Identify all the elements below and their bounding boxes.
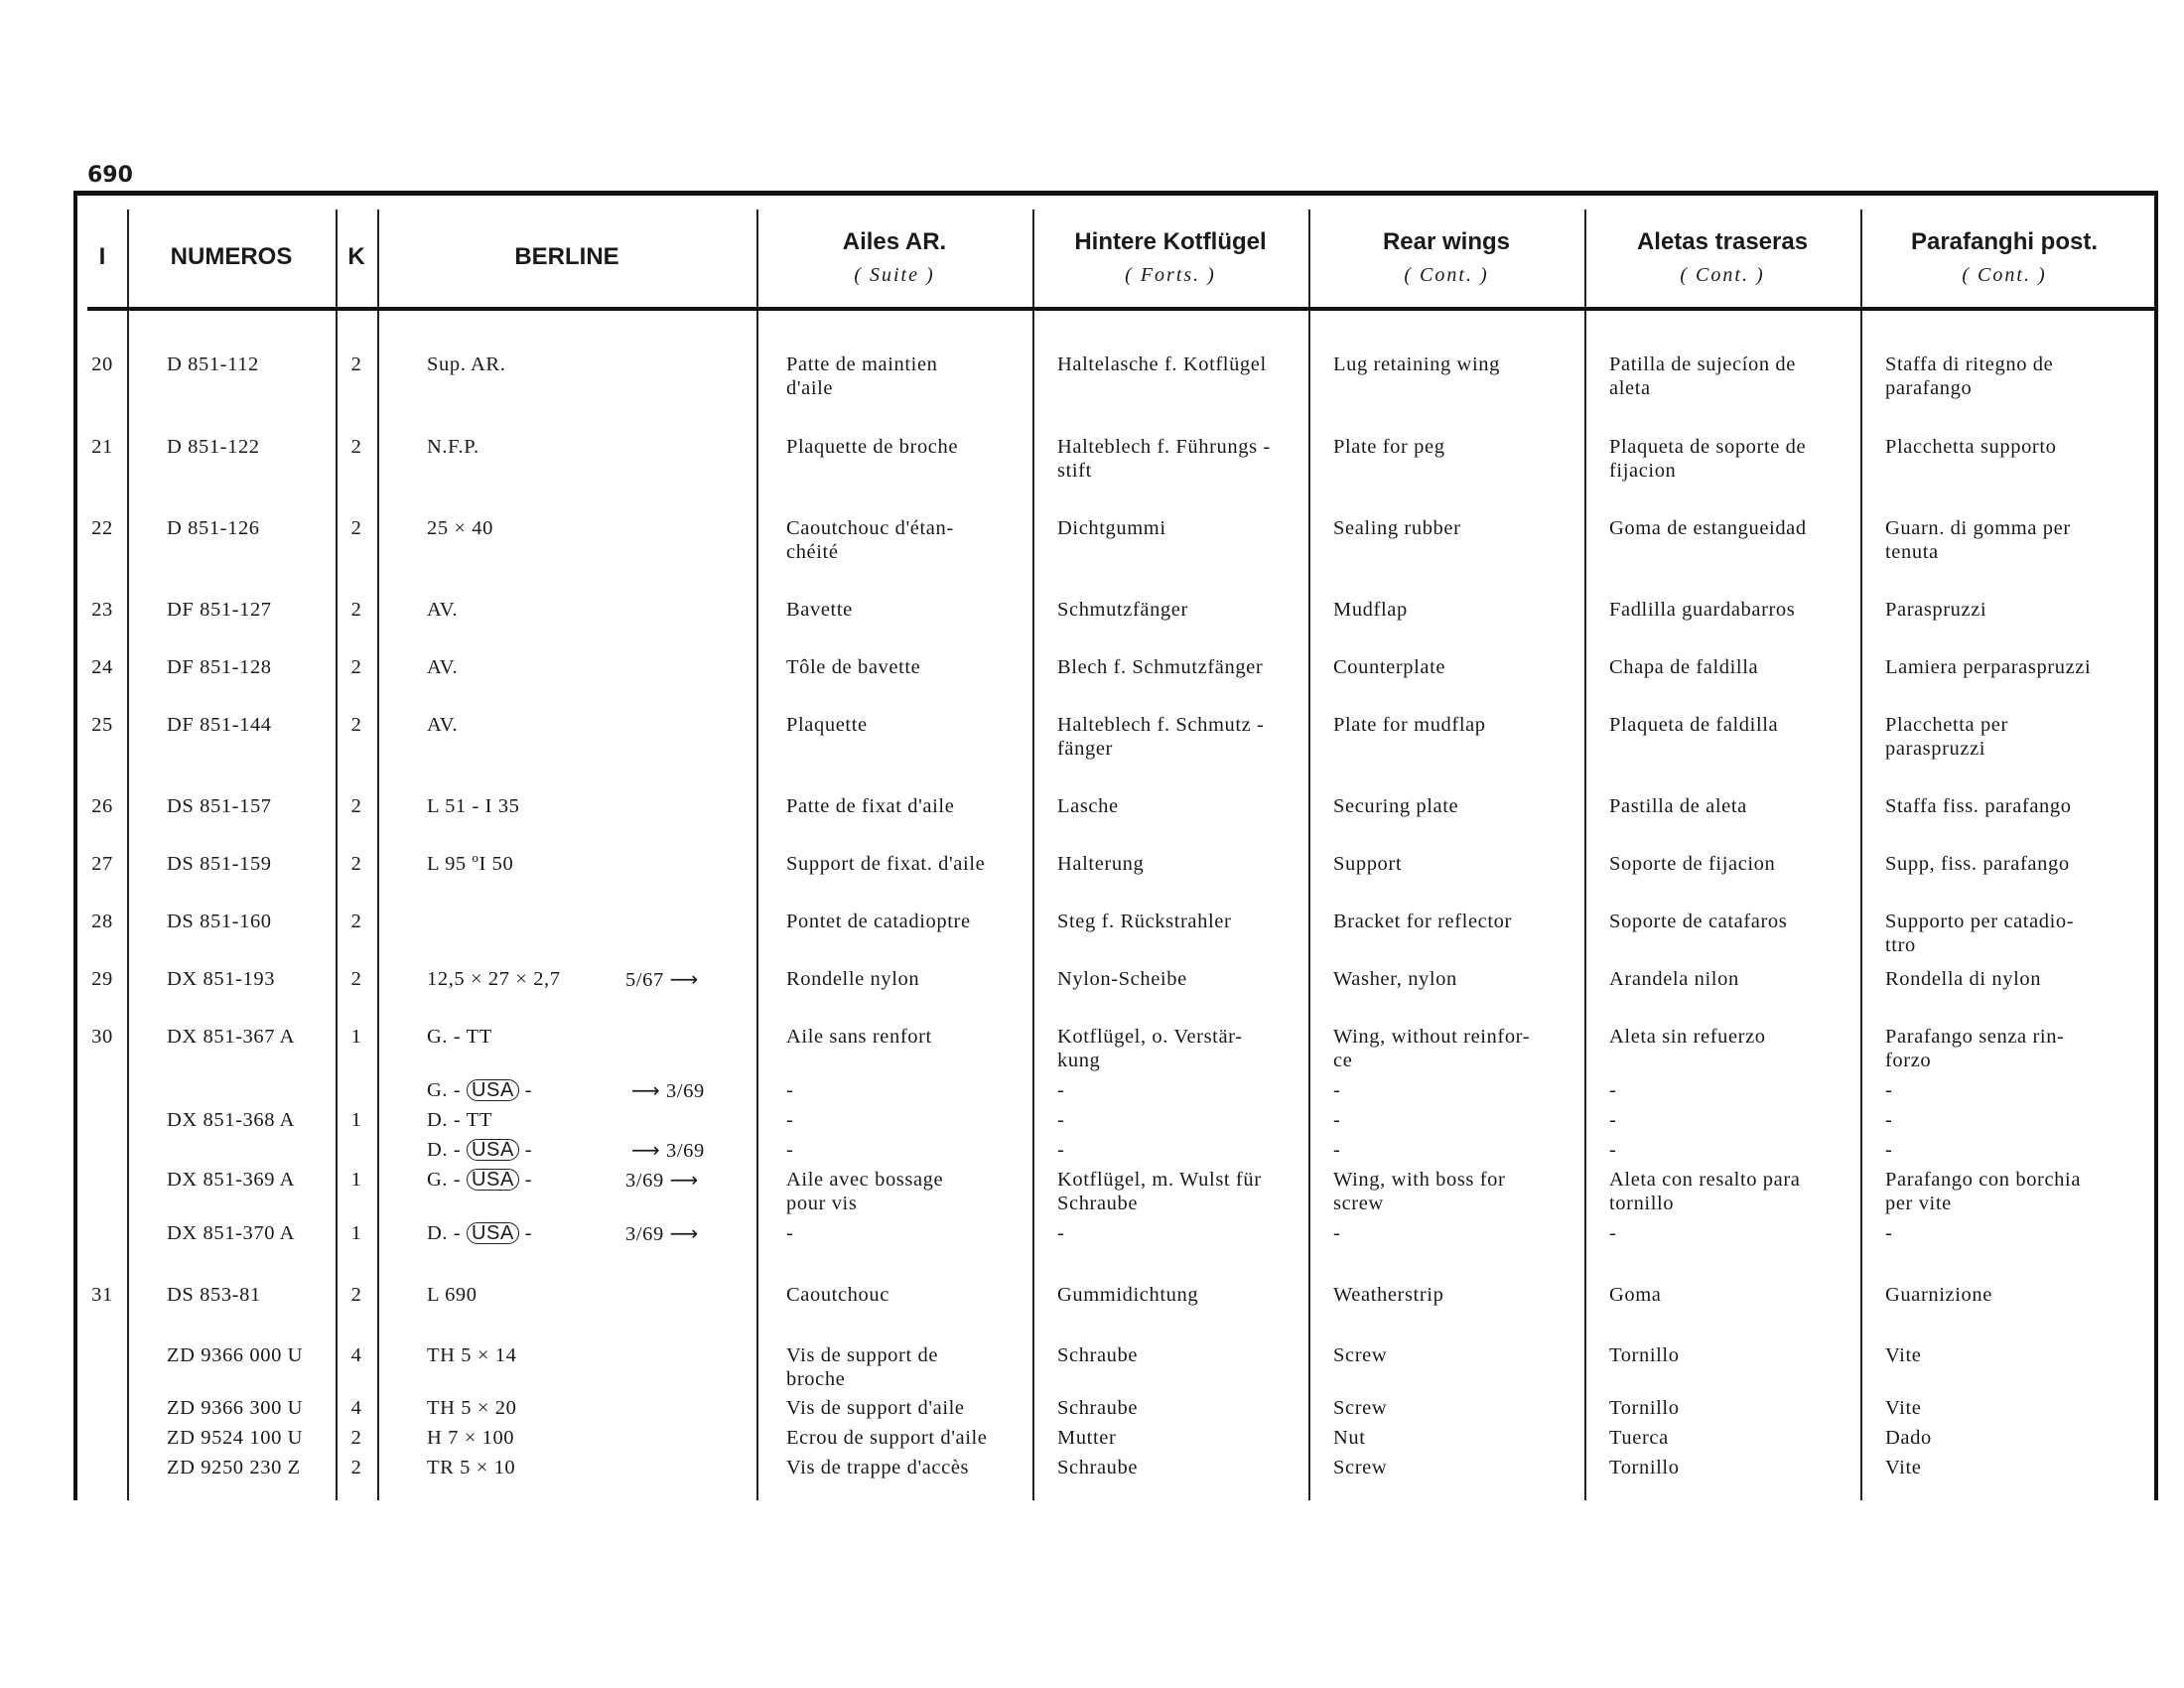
table-body [77,196,2154,1500]
part-number: ZD 9524 100 U [167,1427,304,1449]
desc-german: Lasche [1057,795,1119,817]
desc-french: Caoutchouc [786,1284,889,1306]
berline-spec: G. - TT [427,1026,492,1048]
desc-spanish: Tornillo [1609,1397,1680,1419]
berline-spec [427,1168,532,1192]
berline-suffix: - [524,1139,533,1161]
desc-italian: Guarnizione [1885,1284,1992,1306]
desc-italian: Placchetta per paraspruzzi [1885,714,2008,760]
desc-german: Steg f. Rückstrahler [1057,911,1232,932]
berline-spec [427,1138,532,1162]
desc-spanish: Chapa de faldilla [1609,656,1759,678]
header-k: K [347,243,365,270]
row-index: 26 [91,795,113,817]
desc-italian: Vite [1885,1457,1922,1478]
effective-date [631,1078,705,1103]
desc-french: - [786,1222,794,1244]
quantity: 4 [350,1344,362,1366]
desc-english: Support [1333,853,1403,875]
desc-spanish: Goma [1609,1284,1662,1306]
berline-spec: H 7 × 100 [427,1427,515,1449]
date-text: 3/69 [625,1223,664,1245]
desc-spanish: Fadlilla guardabarros [1609,599,1796,621]
desc-french: Aile avec bossage pour vis [786,1169,944,1214]
desc-english: Counterplate [1333,656,1446,678]
arrow-icon: ⟶ [631,1138,661,1162]
desc-french: Plaquette de broche [786,436,959,458]
part-number: ZD 9366 300 U [167,1397,304,1419]
row-index: 29 [91,968,113,990]
berline-spec: D. - TT [427,1109,492,1131]
usa-badge: USA [467,1139,519,1161]
desc-german: Halteblech f. Führungs - stift [1057,436,1271,482]
desc-german: - [1057,1109,1065,1131]
desc-english: Screw [1333,1457,1388,1478]
desc-italian: Staffa fiss. parafango [1885,795,2072,817]
desc-french: Tôle de bavette [786,656,921,678]
parts-table [73,191,2158,1500]
desc-german: Schraube [1057,1397,1139,1419]
quantity: 2 [350,795,362,817]
quantity: 2 [350,656,362,678]
berline-prefix: G. - [427,1169,462,1191]
usa-badge: USA [467,1222,519,1244]
desc-english: Plate for peg [1333,436,1445,458]
row-index: 20 [91,353,113,375]
berline-spec [427,1221,532,1245]
row-index: 30 [91,1026,113,1048]
desc-english: Weatherstrip [1333,1284,1444,1306]
quantity: 2 [350,911,362,932]
berline-spec: 25 × 40 [427,517,494,539]
desc-english: Wing, without reinfor- ce [1333,1026,1531,1071]
desc-spanish: - [1609,1222,1617,1244]
desc-german: Blech f. Schmutzfänger [1057,656,1264,678]
desc-spanish: Aleta con resalto para tornillo [1609,1169,1801,1214]
desc-french: Patte de fixat d'aile [786,795,955,817]
desc-italian: - [1885,1109,1893,1131]
row-index: 22 [91,517,113,539]
row-index: 23 [91,599,113,621]
date-text: 3/69 [666,1080,705,1102]
header-german: Hintere Kotflügel ( Forts. ) [1074,227,1267,286]
quantity: 1 [350,1109,362,1131]
desc-spanish: Soporte de fijacion [1609,853,1776,875]
desc-english: Screw [1333,1397,1388,1419]
berline-spec: 12,5 × 27 × 2,7 [427,968,561,990]
effective-date [625,1168,699,1193]
desc-english: Lug retaining wing [1333,353,1500,375]
date-text: 3/69 [625,1170,664,1192]
quantity: 2 [350,1427,362,1449]
berline-prefix: D. - [427,1222,462,1244]
berline-spec: L 690 [427,1284,478,1306]
effective-date [625,967,699,992]
header-index: I [98,243,106,270]
desc-italian: Parafango senza rin- forzo [1885,1026,2065,1071]
desc-english: Screw [1333,1344,1388,1366]
part-number: DX 851-368 A [167,1109,296,1131]
part-number: DF 851-144 [167,714,272,736]
date-text: 3/69 [666,1140,705,1162]
part-number: DX 851-370 A [167,1222,296,1244]
usa-badge: USA [467,1079,519,1101]
desc-english: Washer, nylon [1333,968,1457,990]
part-number: DX 851-367 A [167,1026,296,1048]
desc-french: - [786,1079,794,1101]
desc-english: Plate for mudflap [1333,714,1486,736]
desc-italian: Placchetta supporto [1885,436,2057,458]
desc-spanish: Plaqueta de soporte de fijacion [1609,436,1807,482]
row-index: 25 [91,714,113,736]
desc-french: Aile sans renfort [786,1026,932,1048]
desc-italian: Supp, fiss. parafango [1885,853,2070,875]
desc-german: Halteblech f. Schmutz - fänger [1057,714,1265,760]
desc-english: - [1333,1139,1341,1161]
desc-german: - [1057,1222,1065,1244]
desc-english: Bracket for reflector [1333,911,1512,932]
effective-date [631,1138,705,1163]
part-number: DS 851-159 [167,853,272,875]
header-berline: BERLINE [514,243,619,270]
desc-italian: Guarn. di gomma per tenuta [1885,517,2071,563]
quantity: 4 [350,1397,362,1419]
desc-italian: Dado [1885,1427,1932,1449]
desc-french: Support de fixat. d'aile [786,853,986,875]
desc-spanish: - [1609,1079,1617,1101]
desc-german: - [1057,1079,1065,1101]
quantity: 2 [350,353,362,375]
quantity: 2 [350,1457,362,1478]
header-english: Rear wings ( Cont. ) [1382,227,1511,286]
desc-spanish: Goma de estangueidad [1609,517,1807,539]
quantity: 2 [350,714,362,736]
effective-date [625,1221,699,1246]
berline-suffix: - [524,1222,533,1244]
page-number: 690 [87,163,133,188]
desc-spanish: Aleta sin refuerzo [1609,1026,1766,1048]
arrow-icon: ⟶ [631,1078,661,1102]
desc-german: Halterung [1057,853,1145,875]
berline-spec: AV. [427,599,459,621]
desc-spanish: Soporte de catafaros [1609,911,1788,932]
desc-italian: Vite [1885,1397,1922,1419]
desc-spanish: Arandela nilon [1609,968,1739,990]
berline-spec: TH 5 × 14 [427,1344,517,1366]
desc-german: Dichtgummi [1057,517,1166,539]
desc-italian: Supporto per catadio- ttro [1885,911,2075,956]
row-index: 28 [91,911,113,932]
row-index: 21 [91,436,113,458]
desc-german: - [1057,1139,1065,1161]
part-number: DF 851-127 [167,599,272,621]
desc-french: Patte de maintien d'aile [786,353,938,399]
desc-german: Nylon-Scheibe [1057,968,1187,990]
desc-spanish: - [1609,1139,1617,1161]
desc-italian: Lamiera perparaspruzzi [1885,656,2092,678]
desc-italian: - [1885,1079,1893,1101]
desc-french: Caoutchouc d'étan- chéité [786,517,954,563]
part-number: D 851-112 [167,353,259,375]
desc-italian: Vite [1885,1344,1922,1366]
quantity: 2 [350,599,362,621]
desc-english: - [1333,1109,1341,1131]
desc-german: Kotflügel, m. Wulst für Schraube [1057,1169,1262,1214]
part-number: D 851-122 [167,436,260,458]
header-spanish: Aletas traseras ( Cont. ) [1636,227,1809,286]
part-number: DX 851-369 A [167,1169,296,1191]
berline-spec: TR 5 × 10 [427,1457,516,1478]
desc-english: Sealing rubber [1333,517,1461,539]
part-number: DS 851-157 [167,795,272,817]
desc-french: Ecrou de support d'aile [786,1427,988,1449]
header-numeros: NUMEROS [170,243,293,270]
desc-french: Plaquette [786,714,868,736]
desc-german: Schraube [1057,1344,1139,1366]
quantity: 2 [350,436,362,458]
desc-italian: Paraspruzzi [1885,599,1987,621]
berline-spec: Sup. AR. [427,353,506,375]
arrow-icon: ⟶ [669,1168,699,1192]
desc-spanish: Pastilla de aleta [1609,795,1747,817]
desc-german: Schraube [1057,1457,1139,1478]
desc-italian: Rondella di nylon [1885,968,2042,990]
desc-french: Pontet de catadioptre [786,911,971,932]
berline-prefix: G. - [427,1079,462,1101]
desc-italian: Staffa di ritegno de parafango [1885,353,2054,399]
desc-italian: - [1885,1139,1893,1161]
desc-spanish: Patilla de sujecíon de aleta [1609,353,1796,399]
row-index: 27 [91,853,113,875]
quantity: 1 [350,1169,362,1191]
quantity: 2 [350,1284,362,1306]
row-index: 24 [91,656,113,678]
berline-spec: AV. [427,714,459,736]
row-index: 31 [91,1284,113,1306]
berline-spec: TH 5 × 20 [427,1397,517,1419]
berline-suffix: - [524,1079,533,1101]
desc-spanish: - [1609,1109,1617,1131]
date-text: 5/67 [625,969,664,991]
part-number: DX 851-193 [167,968,276,990]
desc-french: - [786,1139,794,1161]
berline-spec: N.F.P. [427,436,479,458]
desc-italian: - [1885,1222,1893,1244]
desc-french: - [786,1109,794,1131]
desc-french: Vis de support d'aile [786,1397,965,1419]
header-italian: Parafanghi post. ( Cont. ) [1910,227,2099,286]
desc-english: Securing plate [1333,795,1459,817]
quantity: 2 [350,968,362,990]
desc-italian: Parafango con borchia per vite [1885,1169,2082,1214]
desc-french: Vis de trappe d'accès [786,1457,970,1478]
part-number: D 851-126 [167,517,260,539]
arrow-icon: ⟶ [669,967,699,991]
usa-badge: USA [467,1169,519,1191]
desc-german: Haltelasche f. Kotflügel [1057,353,1267,375]
desc-english: Mudflap [1333,599,1408,621]
berline-spec: AV. [427,656,459,678]
berline-spec [427,1078,532,1102]
desc-german: Gummidichtung [1057,1284,1199,1306]
quantity: 2 [350,853,362,875]
desc-german: Kotflügel, o. Verstär- kung [1057,1026,1243,1071]
desc-spanish: Tuerca [1609,1427,1669,1449]
berline-suffix: - [524,1169,533,1191]
quantity: 1 [350,1026,362,1048]
part-number: ZD 9366 000 U [167,1344,304,1366]
desc-english: - [1333,1222,1341,1244]
desc-english: - [1333,1079,1341,1101]
desc-german: Mutter [1057,1427,1117,1449]
desc-french: Bavette [786,599,853,621]
desc-spanish: Tornillo [1609,1344,1680,1366]
desc-german: Schmutzfänger [1057,599,1188,621]
desc-french: Rondelle nylon [786,968,920,990]
desc-english: Wing, with boss for screw [1333,1169,1506,1214]
berline-spec: L 95 ºI 50 [427,853,514,875]
header-french: Ailes AR. ( Suite ) [842,227,947,286]
desc-spanish: Plaqueta de faldilla [1609,714,1779,736]
quantity: 2 [350,517,362,539]
berline-spec: L 51 - I 35 [427,795,520,817]
desc-french: Vis de support de broche [786,1344,939,1390]
part-number: DS 853-81 [167,1284,261,1306]
quantity: 1 [350,1222,362,1244]
arrow-icon: ⟶ [669,1221,699,1245]
berline-prefix: D. - [427,1139,462,1161]
desc-spanish: Tornillo [1609,1457,1680,1478]
part-number: DS 851-160 [167,911,272,932]
part-number: ZD 9250 230 Z [167,1457,301,1478]
part-number: DF 851-128 [167,656,272,678]
desc-english: Nut [1333,1427,1366,1449]
